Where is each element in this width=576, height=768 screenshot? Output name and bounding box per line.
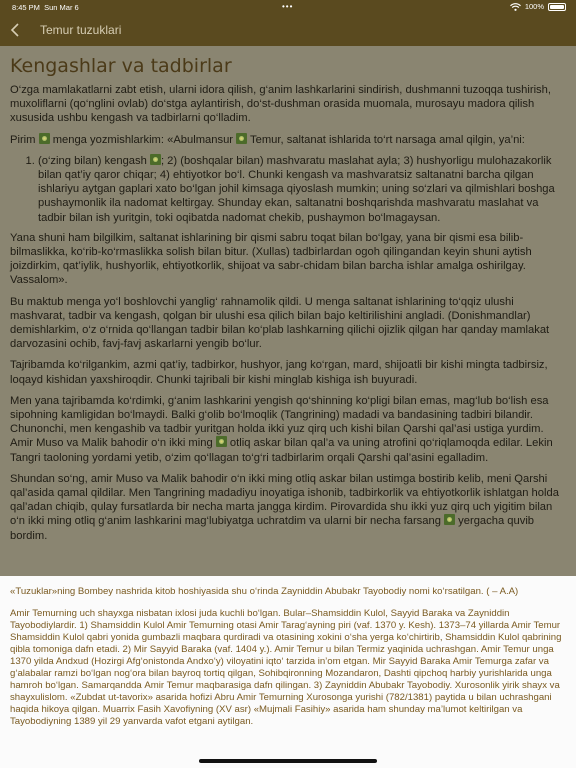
footnote-flower-icon[interactable] [150, 154, 161, 165]
chevron-left-icon[interactable] [8, 21, 24, 39]
navigation-bar [0, 14, 576, 46]
paragraph-5: Tajribamda ko‘rilgankim, azmi qat’iy, tadbirkor, hushyor, jang ko‘rgan, mard, shijoatli bir kishi mingta tadbirsiz, loqayd kishidan yaxshiroqdir. Chunki tajribali bir kishi minglab kishiga ish buyuradi. [10, 359, 548, 386]
paragraph-7: Shundan so‘ng, amir Muso va Malik bahodir o‘n ikki ming otliq askar bilan ustimga bostirib kelib, meni Qarshi qal’asida qamal qildilar. Men Tangrining madadiyu inoyatiga ishonib, tadbirkorlik va ehtiyotkorlik ishlatgan holda qal’adan chiqib, qulay fursatlarda bir necha marta jangga kirdim. Pirovardida shu ikki yuz qirq uch yigitim bilan o‘n ikki ming otliq g‘anim lashkarini mag‘lubiyatga uchratdim va ularni bir necha farsang yergacha quvib bordim. [10, 472, 559, 542]
footnote-1: «Tuzuklar»ning Bombey nashrida kitob hoshiyasida shu o‘rinda Zayniddin Abubakr Tayobodiy nomi ko‘rsatilgan. ( – A.A) [10, 586, 519, 597]
nav-title: Temur tuzuklari [40, 23, 122, 37]
paragraph-1: O‘zga mamlakatlarni zabt etish, ularni idora qilish, g‘anim lashkarlarini sindirish, dushmanni tuzoqqa tushirish, muxoliflarni (qo‘nglini ovlab) do‘stga aylantirish, do‘st-dushman orasida muomala, murosayu madora qilish xususida ushbu kengash va tadbirlarni qo‘lladim. [10, 84, 551, 125]
numbered-list [10, 154, 566, 225]
list-item: 1. (o‘zing bilan) kengash ; 2) (boshqalar bilan) mashvaratu maslahat ayla; 3) hushyorligu mulohazakorlik bilan qat’iy qaror chiqar; 4) ehtiyotkor bo‘l. Chunki kengash va mashvaratsiz saltanatni barcha qilgan ishlariyu aytgan gaplari xato bo‘lgan johil kimsaga qiyoslash mumkin; uning so‘zlari va qilmishlari boshga pushaymonlik ila nadomat keltirgay. Shunday ekan, saltanatni boshqarishda mashvaratu maslahat va tadbir bilan ish yuritgin, toki oqibatda nadomat chekib, pushaymon bo‘lmagaysan. [38, 154, 566, 225]
paragraph-4: Bu maktub menga yo‘l boshlovchi yanglig‘ rahnamolik qildi. U menga saltanat ishlarining to‘qqiz ulushi mashvarat, tadbir va kengash, qolgan bir ulushi esa qilich bilan bajo keltirilishini angladi. (Donishmandlar) demishlarkim, o‘z o‘rnida qo‘llangan tadbir bilan ko‘plab lashkarning qilichi ojizlik qilgan har qanday mamlakat darvozasini ochib, favj-favj askarlarni yengib bo‘lur. [10, 295, 550, 351]
battery-icon [548, 3, 566, 11]
footnote-2: Amir Temurning uch shayxga nisbatan ixlosi juda kuchli bo‘lgan. Bular–Shamsiddin Kulol, Sayyid Baraka va Zayniddin Tayobodiylardir. 1) Shamsiddin Kulol Amir Temurning otasi Amir Tarag‘ayning piri (vaf. 1370 y. Kesh). 1373–74 yillarda Amir Temur Shamsiddin Kulol qabri yonida gumbazli maqbara qurdiradi va otasining xokini o‘sha yerga ko‘chirtirib, Shamsiddin Kulol qabrining qibla tomoniga dafn etadi. 2) Mir Sayyid Baraka (vaf. 1404 y.). Amir Temur u bilan Termiz yaqinida uchrashgan. Amir Temur unga 1370 yilda Andxud (Hozirgi Afg‘onistonda Andxo‘y) viloyatini iqto‘ tarzida in’om etgan. Mir Sayyid Baraka Amir Temurga zafar va g‘alabalar ramzi bo‘lgan nog‘ora bilan bayroq tortiq qilgan, Sohibqironning Mozandaron, Dashti qipchoq harbiy yurishlarida unga hamroh bo‘lgan. Samarqanddа Amir Temur maqbarasiga dafn qilingan. 3) Zayniddin Abubakr Tayobodiy. Xurosonlik yirik shayx va shayxulislom. «Zubdat ut-tavorix» asarida hofizi Abru Amir Temurning Xurosonga yurishi (782/1381) paytida u bilan uchrashgani haqida hikoya qilgan. Muarrix Fasih Xavofiyning (XV asr) «Mujmali Fasihiy» asarida ham shunday ma’lumot keltirilgan va Tayobodiyning 1389 yil 29 yanvarda vafot etgani aytilgan. [10, 608, 562, 727]
article-content [0, 46, 576, 576]
paragraph-2: Pirim menga yozmishlarkim: «Abulmansur Temur, saltanat ishlarida to‘rt narsaga amal qilgin, ya’ni: [10, 133, 525, 146]
status-right [510, 2, 566, 11]
footnote-flower-icon[interactable] [39, 133, 50, 144]
footnotes-panel[interactable] [0, 576, 576, 768]
paragraph-3: Yana shuni ham bilgilkim, saltanat ishlarining bir qismi sabru toqat bilan bo‘lgay, yana bir qismi esa bilib-bilmaslikka, ko‘rib-ko‘rmaslikka solish bilan bitur. (Xullas) tadbirlardan ogoh qilingandan keyin shuni aytish joizdirkim, qat’iylik, hushyorlik, ehtiyotkorlik, shijoat va sabr-chidam bilan barcha ishlar amalga oshirilgay. Vassalom». [10, 231, 532, 287]
page-title: Kengashlar va tadbirlar [10, 55, 232, 77]
wifi-icon [510, 3, 521, 11]
home-indicator[interactable] [199, 759, 377, 763]
footnote-flower-icon[interactable] [444, 514, 455, 525]
paragraph-6: Men yana tajribamda ko‘rdimki, g‘anim lashkarini yengish qo‘shinning ko‘pligi bilan emas, mag‘lub bo‘lish esa sipohning kamligidan bo‘lmaydi. Balki g‘olib bo‘lmoqlik (Tangrining) madadi va bandasining tadbiri bilandir. Chunonchi, men kengashib va tadbir yuritgan holda ikki yuz qirq uch kishi bilan Qarshi qal’asi ustiga yurdim. Amir Muso va Malik bahodir o‘n ikki ming otliq askar bilan qal’a va uning atrofini qo‘riqlamoqda edilar. Lekin Tangri taoloning yordami yetib, o‘zim qo‘llagan to‘g‘ri tadbirlarim orqali Qarshi qal’asini egalladim. [10, 394, 553, 464]
status-time-date: 8:45 PM Sun Mar 6 [12, 3, 79, 12]
footnote-flower-icon[interactable] [216, 436, 227, 447]
multitask-dots[interactable]: ••• [282, 2, 294, 11]
footnote-flower-icon[interactable] [236, 133, 247, 144]
battery-percent: 100% [524, 2, 544, 11]
status-bar [0, 0, 576, 14]
